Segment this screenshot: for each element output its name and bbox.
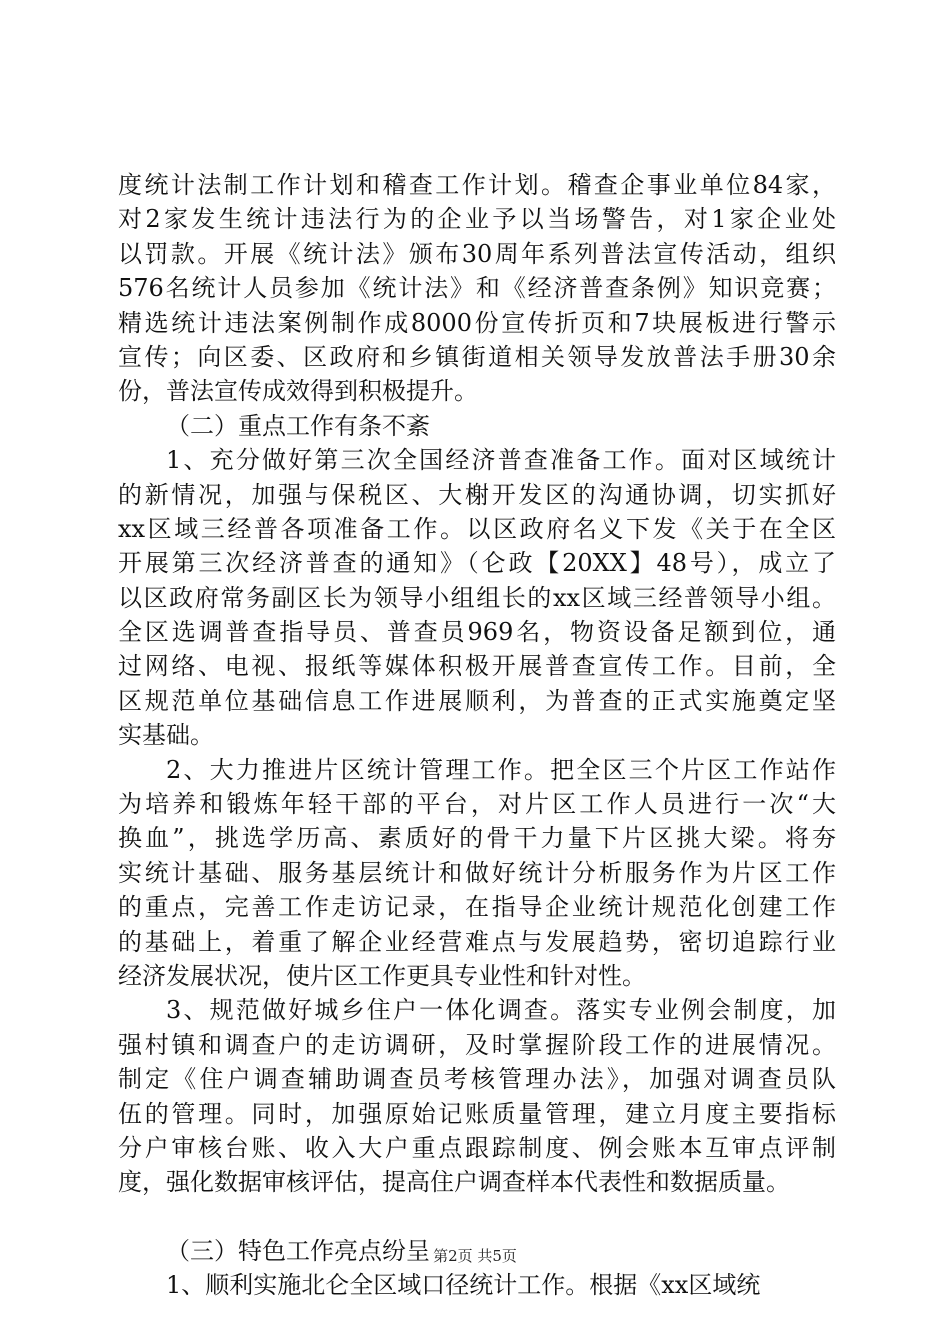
body-line: 的基础上，着重了解企业经营难点与发展趋势，密切追踪行业 (118, 927, 836, 956)
body-line: 过网络、电视、报纸等媒体积极开展普查宣传工作。目前，全 (118, 652, 836, 681)
body-line: 区规范单位基础信息工作进展顺利，为普查的正式实施奠定坚 (118, 686, 836, 715)
body-line: 2、大力推进片区统计管理工作。把全区三个片区工作站作 (166, 755, 836, 784)
section-heading: （二）重点工作有条不紊 (166, 411, 430, 440)
body-line: 的新情况，加强与保税区、大榭开发区的沟通协调，切实抓好 (118, 480, 836, 509)
body-line: 全区选调普查指导员、普查员969名，物资设备足额到位，通 (118, 618, 836, 647)
body-line: 宣传；向区委、区政府和乡镇街道相关领导发放普法手册30余 (118, 342, 836, 371)
body-line: 精选统计违法案例制作成8000份宣传折页和7块展板进行警示 (118, 308, 836, 337)
section-heading: （三）特色工作亮点纷呈 (166, 1236, 430, 1265)
body-line: 实统计基础、服务基层统计和做好统计分析服务作为片区工作 (118, 858, 836, 887)
body-line: 的重点，完善工作走访记录，在指导企业统计规范化创建工作 (118, 893, 836, 922)
body-line: 伍的管理。同时，加强原始记账质量管理，建立月度主要指标 (118, 1099, 836, 1128)
body-line: 576名统计人员参加《统计法》和《经济普查条例》知识竞赛； (118, 274, 836, 303)
body-line: 度统计法制工作计划和稽查工作计划。稽查企事业单位84家， (118, 171, 836, 199)
page-footer: 第2页 共5页 (433, 1247, 517, 1265)
body-line: 以罚款。开展《统计法》颁布30周年系列普法宣传活动，组织 (118, 239, 836, 268)
body-line: 实基础。 (118, 721, 214, 750)
body-line: 3、规范做好城乡住户一体化调查。落实专业例会制度，加 (166, 996, 836, 1025)
document-body (118, 168, 836, 1303)
body-line: 强村镇和调查户的走访调研，及时掌握阶段工作的进展情况。 (118, 1030, 836, 1059)
body-line: xx区域三经普各项准备工作。以区政府名义下发《关于在全区 (118, 514, 836, 543)
body-line: 制定《住户调查辅助调查员考核管理办法》，加强对调查员队 (118, 1065, 836, 1094)
body-line: 分户审核台账、收入大户重点跟踪制度、例会账本互审点评制 (118, 1133, 836, 1162)
body-line: 开展第三次经济普查的通知》（仑政【20XX】48号），成立了 (118, 549, 836, 578)
body-line: 经济发展状况，使片区工作更具专业性和针对性。 (118, 961, 646, 990)
body-line: 1、充分做好第三次全国经济普查准备工作。面对区域统计 (166, 446, 836, 475)
body-line: 度，强化数据审核评估，提高住户调查样本代表性和数据质量。 (118, 1168, 790, 1197)
body-line: 以区政府常务副区长为领导小组组长的xx区域三经普领导小组。 (118, 583, 836, 612)
body-line: 换血”，挑选学历高、素质好的骨干力量下片区挑大梁。将夯 (118, 824, 836, 853)
body-line: 对2家发生统计违法行为的企业予以当场警告，对1家企业处 (118, 205, 836, 234)
body-line: 份，普法宣传成效得到积极提升。 (118, 377, 478, 406)
body-line: 为培养和锻炼年轻干部的平台，对片区工作人员进行一次“大 (118, 790, 836, 819)
body-line: 1、顺利实施北仑全区域口径统计工作。根据《xx区域统 (166, 1271, 761, 1300)
paragraph-gap (118, 1200, 836, 1234)
